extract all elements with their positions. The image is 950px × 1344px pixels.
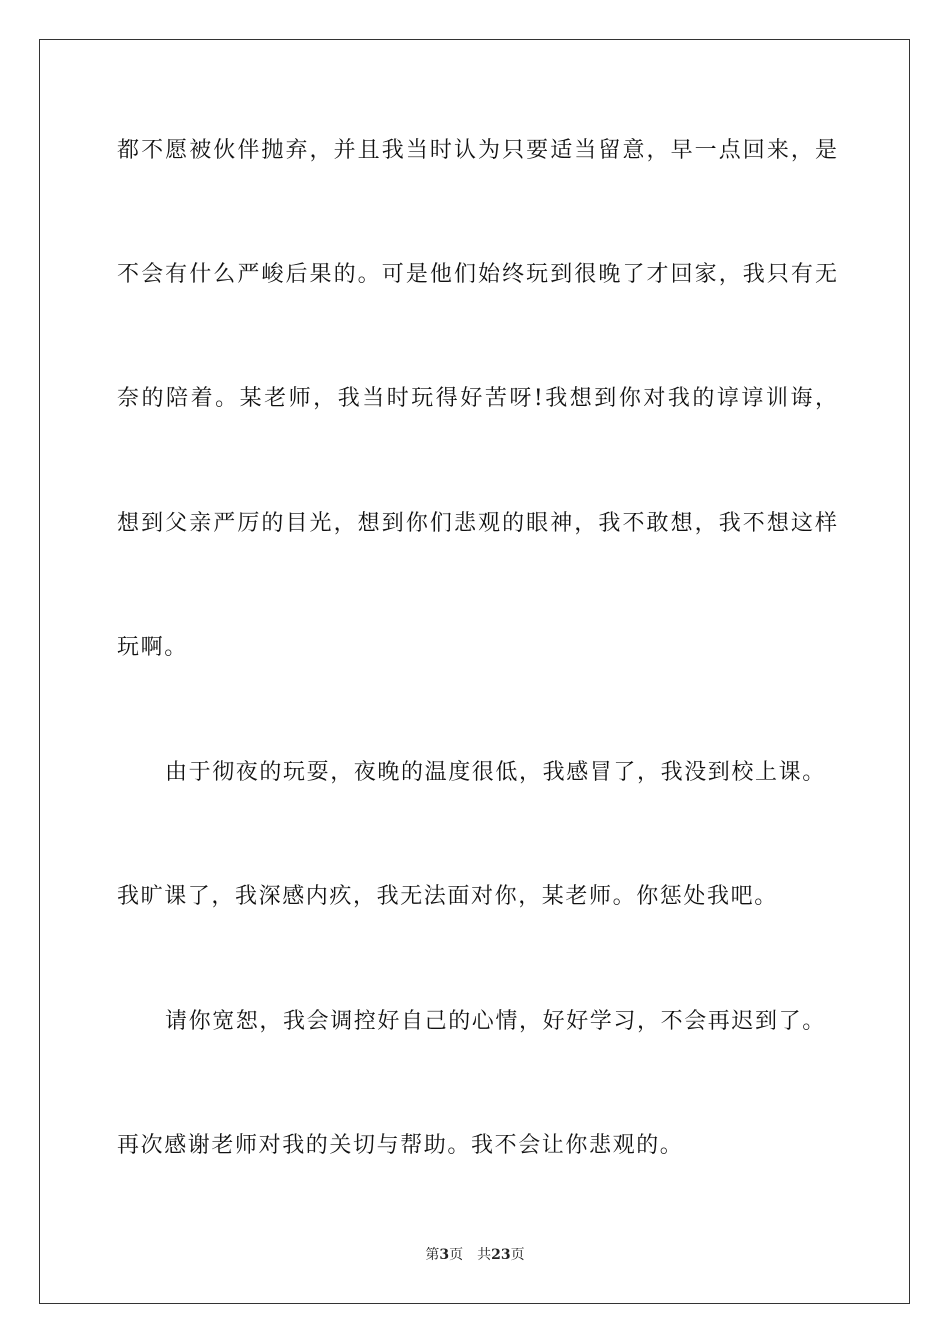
paragraph-3-line-2: 再次感谢老师对我的关切与帮助。我不会让你悲观的。 [117,1133,684,1158]
paragraph-3-line-1: 请你宽恕，我会调控好自己的心情，好好学习，不会再迟到了。 [165,1009,826,1034]
body-line-3: 奈的陪着。某老师，我当时玩得好苦呀!我想到你对我的谆谆训诲， [117,386,837,411]
footer-total-suffix: 页 [510,1247,525,1263]
body-line-2: 不会有什么严峻后果的。可是他们始终玩到很晚了才回家，我只有无 [117,262,837,287]
footer-page-number: 3 [439,1247,450,1263]
body-line-4: 想到父亲严厉的目光，想到你们悲观的眼神，我不敢想，我不想这样 [117,511,837,536]
footer-total-prefix: 共 [477,1247,492,1263]
page-border [39,39,910,1304]
footer-page-suffix: 页 [449,1247,464,1263]
body-line-1: 都不愿被伙伴抛弃，并且我当时认为只要适当留意，早一点回来，是 [117,138,837,163]
paragraph-2-line-2: 我旷课了，我深感内疚，我无法面对你，某老师。你惩处我吧。 [117,884,778,909]
footer-total-pages: 23 [491,1247,511,1263]
paragraph-2-line-1: 由于彻夜的玩耍，夜晚的温度很低，我感冒了，我没到校上课。 [165,760,826,785]
footer-page-prefix: 第 [425,1247,440,1263]
body-line-5: 玩啊。 [117,635,188,660]
page-footer [0,1246,950,1264]
